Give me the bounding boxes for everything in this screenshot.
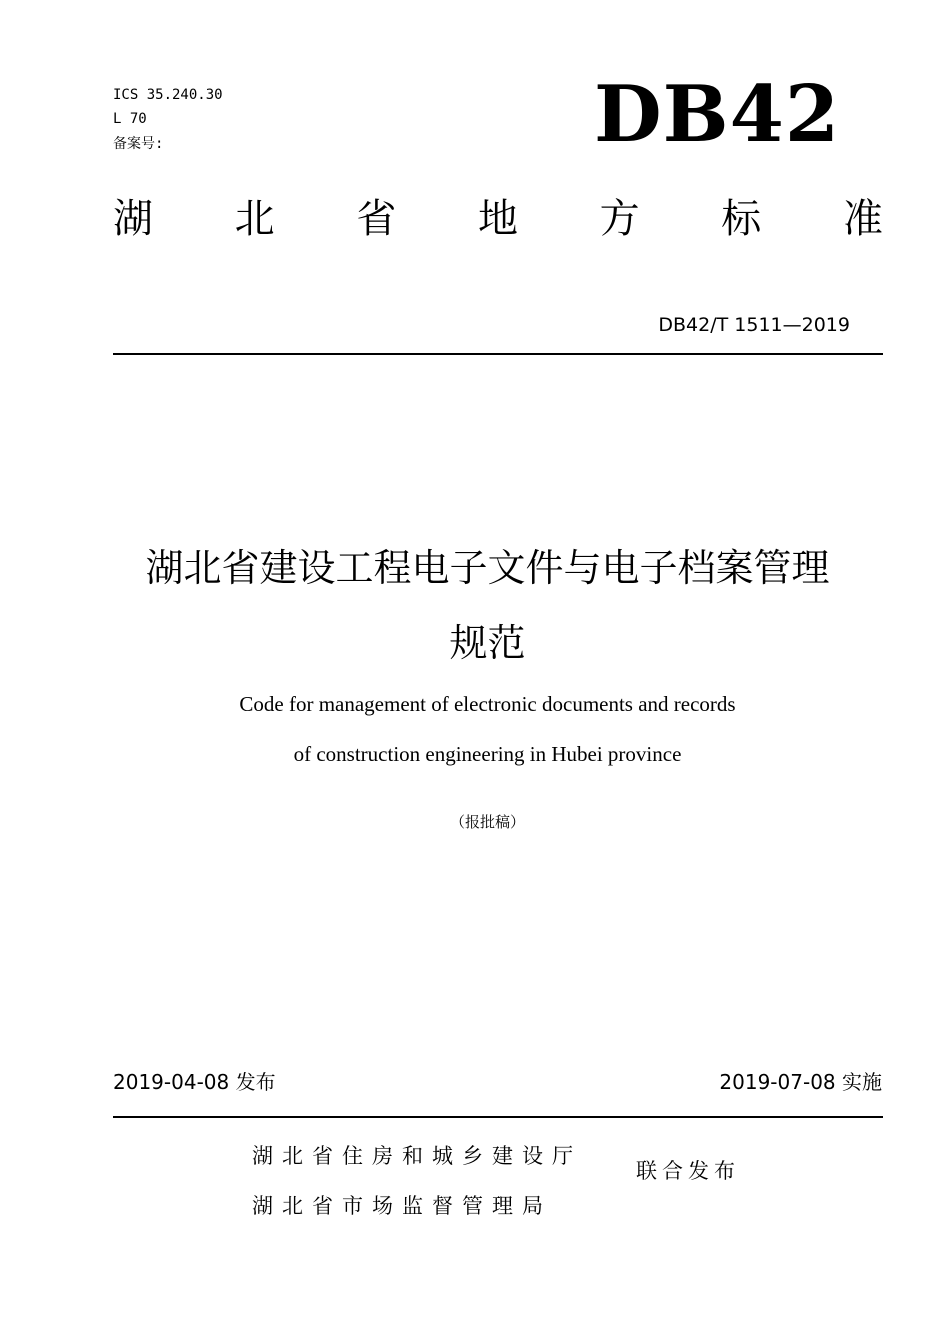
classification-code: L 70: [113, 111, 147, 127]
standard-type-char: 湖: [113, 196, 153, 242]
standard-type-char: 方: [599, 196, 640, 242]
filing-number-label: 备案号:: [113, 136, 164, 152]
implementation-date: 2019-07-08 实施: [719, 1070, 882, 1094]
ics-code: ICS 35.240.30: [113, 87, 223, 103]
standard-type-char: 标: [721, 196, 762, 242]
title-cn-line2: 规范: [449, 621, 526, 665]
standard-type-char: 地: [477, 196, 518, 242]
issuer-housing-department: 湖北省住房和城乡建设厅: [252, 1144, 582, 1168]
title-en-line1: Code for management of electronic documents and records: [239, 692, 736, 716]
issuer-market-supervision: 湖北省市场监督管理局: [252, 1194, 552, 1218]
standard-type-char: 省: [356, 196, 397, 242]
standard-type-char: 北: [234, 196, 275, 242]
issue-date: 2019-04-08 发布: [113, 1070, 276, 1094]
standard-type-char: 准: [842, 196, 883, 242]
db42-logo: DB42: [594, 69, 841, 160]
standard-type-heading: [113, 196, 883, 242]
title-en-line2: of construction engineering in Hubei province: [293, 742, 682, 766]
bottom-divider: [113, 1116, 883, 1118]
joint-release-label: 联合发布: [636, 1159, 740, 1183]
standard-number: DB42/T 1511—2019: [658, 314, 850, 336]
top-divider: [113, 353, 883, 355]
draft-status: （报批稿）: [449, 813, 525, 831]
title-cn-line1: 湖北省建设工程电子文件与电子档案管理: [145, 546, 830, 590]
